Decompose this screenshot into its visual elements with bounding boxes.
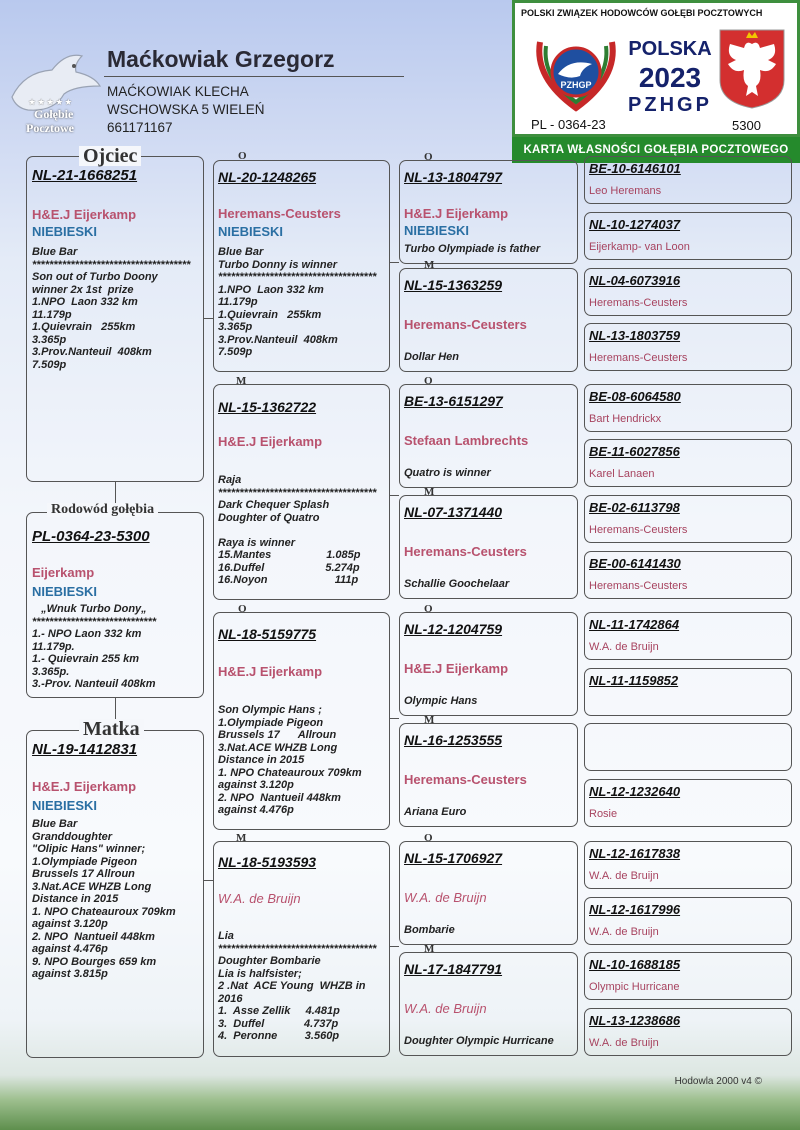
logo-text: Gołębie (34, 107, 74, 121)
gen4-breeder: Eijerkamp- van Loon (589, 241, 690, 253)
mother-notes: Blue Bar Granddoughter "Olipic Hans" winner; 1.Olympiade Pigeon Brussels 17 Allroun 3.Nat.ACE WHZB Long Distance in 2015 1. NPO Chateauroux 709km against 3.120p 2. NPO Nantueil 448km against 4.476p 9. NPO Bourges 659 km against 3.815p (32, 818, 176, 980)
mother-label: Matka (79, 719, 144, 739)
owner-line: MAĆKOWIAK KLECHA (107, 84, 249, 99)
gen3-breeder: Heremans-Ceusters (404, 544, 527, 559)
gen4-ring: NL-13-1238686 (589, 1013, 681, 1028)
gen4-ring: BE-02-6113798 (589, 500, 680, 515)
fm-breeder: H&E.J Eijerkamp (218, 434, 323, 449)
pigeon-ring: PL-0364-23-5300 (32, 528, 150, 545)
gen3-ring: BE-13-6151297 (404, 393, 503, 409)
father-ring: NL-21-1668251 (32, 167, 138, 184)
gen4-breeder: Karel Lanaen (589, 468, 655, 480)
gen3-ring: NL-07-1371440 (404, 504, 503, 520)
sex-marker-m: M (424, 714, 435, 726)
card-year: 2023 (638, 62, 702, 93)
gen3-breeder: Heremans-Ceusters (404, 772, 527, 787)
gen4-breeder: Heremans-Ceusters (589, 580, 688, 592)
gen4-ring: NL-12-1617838 (589, 846, 681, 861)
ff-ring: NL-20-1248265 (218, 169, 317, 185)
gen3-note: Turbo Olympiade is father (404, 243, 541, 255)
mf-notes: Son Olympic Hans ; 1.Olympiade Pigeon Brussels 17 Allroun 3.Nat.ACE WHZB Long Distance in 2015 1. NPO Chateauroux 709km against 3.120p 2. NPO Nantueil 448km against 4.476p (218, 704, 362, 816)
sex-marker-o: O (424, 832, 433, 844)
gen3-note: Doughter Olympic Hurricane (404, 1035, 554, 1047)
gen3-breeder: Heremans-Ceusters (404, 317, 527, 332)
sex-marker-m: M (236, 375, 247, 387)
pigeon-breeder: Eijerkamp (32, 565, 95, 580)
mother-breeder: H&E.J Eijerkamp (32, 779, 137, 794)
father-breeder: H&E.J Eijerkamp (32, 207, 137, 222)
mm-notes: Lia ************************************* Doughter Bombarie Lia is halfsister; 2 .Nat ACE Young WHZB in 2016 1. Asse Zellik 4.481p 3. Duffel 4.737p 4. Peronne 3.560p (218, 930, 377, 1042)
gen4-breeder: Olympic Hurricane (589, 981, 680, 993)
card-badge-text: PZHGP (560, 80, 592, 90)
sex-marker-o: O (424, 375, 433, 387)
sex-marker-o: O (424, 151, 433, 163)
ff-notes: Blue Bar Turbo Donny is winner ************************************* 1.NPO Laon 332 km 11.179p 1.Quievrain 255km 3.365p 3.Prov.Nanteuil 408km 7.509p (218, 246, 377, 358)
sex-marker-m: M (424, 486, 435, 498)
father-color: NIEBIESKI (32, 224, 98, 239)
gen3-note: Olympic Hans (404, 695, 478, 707)
card-association-name: POLSKI ZWIĄZEK HODOWCÓW GOŁĘBI POCZTOWYCH (521, 8, 763, 18)
pedigree-label: Rodowód gołębia (47, 503, 158, 517)
gen3-breeder: H&E.J Eijerkamp (404, 661, 509, 676)
sex-marker-m: M (424, 259, 435, 271)
gen3-ring: NL-15-1363259 (404, 277, 503, 293)
gen3-ring: NL-12-1204759 (404, 621, 503, 637)
sex-marker-m: M (236, 832, 247, 844)
sex-marker-m: M (424, 943, 435, 955)
gen4-ring: BE-00-6141430 (589, 556, 681, 571)
gen4-ring: BE-10-6146101 (589, 161, 681, 176)
mm-breeder: W.A. de Bruijn (218, 891, 301, 906)
father-notes: Blue Bar ************************************* Son out of Turbo Doony winner 2x 1st prize 1.NPO Laon 332 km 11.179p 1.Quievrain 255km 3.365p 3.Prov.Nanteuil 408km 7.509p (32, 246, 191, 371)
gen4-breeder: W.A. de Bruijn (589, 641, 659, 653)
ff-breeder: Heremans-Ceusters (218, 206, 341, 221)
gen4-ring: BE-08-6064580 (589, 389, 681, 404)
sex-marker-o: O (238, 150, 247, 162)
owner-address: WSCHOWSKA 5 WIELEŃ (107, 102, 265, 117)
gen4-breeder: Heremans-Ceusters (589, 297, 688, 309)
owner-divider (104, 76, 404, 77)
card-title-banner: KARTA WŁASNOŚCI GOŁĘBIA POCZTOWEGO (512, 137, 800, 163)
owner-phone: 661171167 (107, 120, 173, 135)
gen4-ring: NL-12-1617996 (589, 902, 681, 917)
card-org: PZHGP (628, 94, 712, 116)
footer-credit: Hodowla 2000 v4 © (674, 1076, 762, 1087)
mm-ring: NL-18-5193593 (218, 854, 317, 870)
gen3-breeder: W.A. de Bruijn (404, 890, 487, 905)
card-ring-number: PL - 0364-23 (531, 117, 606, 132)
gen3-note: Quatro is winner (404, 467, 491, 479)
gen4-ring: NL-10-1688185 (589, 957, 681, 972)
pigeon-notes: „Wnuk Turbo Dony„ ***************************** 1.- NPO Laon 332 km 11.179p. 1.- Quievrain 255 km 3.365p. 3.-Prov. Nanteuil 408km (32, 603, 157, 690)
gen3-note: Bombarie (404, 924, 455, 936)
gen4-ring: NL-13-1803759 (589, 328, 681, 343)
connector-line (390, 495, 399, 496)
logo-stars: ★★★★★ (28, 97, 74, 107)
gen4-breeder: W.A. de Bruijn (589, 870, 659, 882)
gen3-breeder: H&E.J Eijerkamp (404, 206, 509, 221)
gen4-ring: NL-10-1274037 (589, 217, 681, 232)
gen3-ring: NL-16-1253555 (404, 732, 503, 748)
gen3-ring: NL-17-1847791 (404, 961, 503, 977)
gen4-breeder: Heremans-Ceusters (589, 524, 688, 536)
father-label: Ojciec (79, 146, 141, 166)
connector-line (390, 262, 399, 263)
fm-notes: Raja ************************************* Dark Chequer Splash Doughter of Quatro Raya is winner 15.Mantes 1.085p 16.Duffel 5.274p 16.Noyon 111p (218, 474, 377, 586)
connector-line (390, 946, 399, 947)
gen3-color: NIEBIESKI (404, 223, 470, 238)
gen4-ring: NL-04-6073916 (589, 273, 681, 288)
gen4-ring: BE-11-6027856 (589, 444, 680, 459)
sex-marker-o: O (424, 603, 433, 615)
gen3-ring: NL-13-1804797 (404, 169, 503, 185)
sex-marker-o: O (238, 603, 247, 615)
gen3-note: Dollar Hen (404, 351, 460, 363)
gen4-breeder: Heremans-Ceusters (589, 352, 688, 364)
gen3-breeder: Stefaan Lambrechts (404, 433, 529, 448)
gen3-breeder: W.A. de Bruijn (404, 1001, 487, 1016)
card-serial-number: 5300 (732, 118, 761, 133)
pzhgp-emblem-icon (530, 28, 622, 114)
mother-ring: NL-19-1412831 (32, 741, 138, 758)
mf-ring: NL-18-5159775 (218, 626, 317, 642)
gen4-ring: NL-12-1232640 (589, 784, 681, 799)
mother-color: NIEBIESKI (32, 798, 98, 813)
gen4-ring: NL-11-1742864 (589, 617, 680, 632)
gen4-breeder: W.A. de Bruijn (589, 926, 659, 938)
connector-line (204, 318, 213, 319)
gen3-note: Schallie Goochelaar (404, 578, 510, 590)
gen4-box[interactable] (584, 723, 792, 771)
gen4-breeder: Leo Heremans (589, 185, 662, 197)
gen4-ring: NL-11-1159852 (589, 673, 679, 688)
gen3-ring: NL-15-1706927 (404, 850, 503, 866)
gen3-note: Ariana Euro (404, 806, 467, 818)
pigeon-color: NIEBIESKI (32, 584, 98, 599)
gen4-breeder: Rosie (589, 808, 618, 820)
fm-ring: NL-15-1362722 (218, 399, 317, 415)
gen4-breeder: W.A. de Bruijn (589, 1037, 659, 1049)
gen4-breeder: Bart Hendrickx (589, 413, 662, 425)
polish-eagle-emblem-icon (716, 26, 788, 110)
connector-line (204, 880, 213, 881)
connector-line (390, 718, 399, 719)
owner-name: Maćkowiak Grzegorz (107, 46, 335, 72)
ff-color: NIEBIESKI (218, 224, 284, 239)
card-country: POLSKA (628, 38, 712, 60)
mf-breeder: H&E.J Eijerkamp (218, 664, 323, 679)
logo-text: Pocztowe (26, 121, 74, 135)
